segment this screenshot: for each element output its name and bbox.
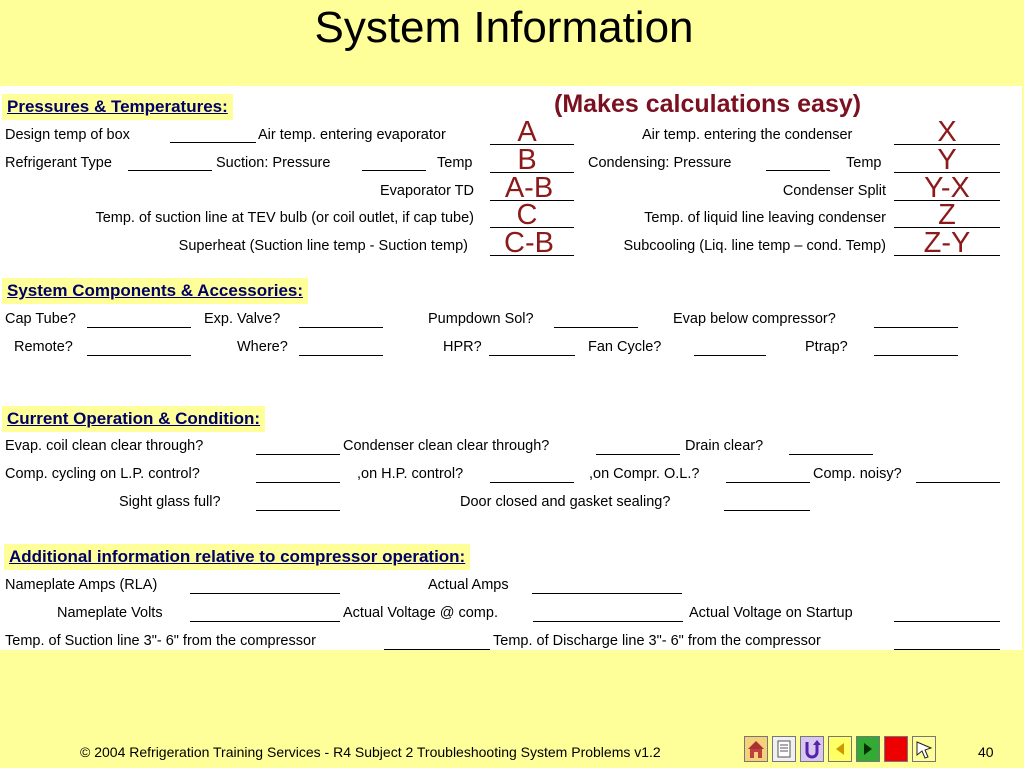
page-number: 40 [978, 744, 994, 760]
field-hpr[interactable] [489, 355, 575, 356]
label-hpr: HPR? [443, 339, 482, 355]
field-suction-pressure[interactable] [362, 170, 426, 171]
field-fan-cycle[interactable] [694, 355, 766, 356]
field-np-amps[interactable] [190, 593, 340, 594]
label-sight-glass: Sight glass full? [119, 494, 221, 510]
pointer-icon[interactable] [912, 736, 936, 762]
label-subcooling: Subcooling (Liq. line temp – cond. Temp) [623, 238, 886, 254]
field-cap-tube[interactable] [87, 327, 191, 328]
label-cond-temp: Temp [846, 155, 882, 171]
slide-title: System Information [314, 3, 694, 52]
letter-y-minus-x: Y-X [924, 172, 970, 204]
field-compr-ol[interactable] [726, 482, 810, 483]
field-ref-type[interactable] [128, 170, 212, 171]
letter-z: Z [938, 199, 956, 231]
field-cond-pressure[interactable] [766, 170, 830, 171]
document-icon[interactable] [772, 736, 796, 762]
field-startup-voltage[interactable] [894, 621, 1000, 622]
label-where: Where? [237, 339, 288, 355]
label-door: Door closed and gasket sealing? [460, 494, 671, 510]
field-suction-3-6[interactable] [384, 649, 490, 650]
label-cond-split: Condenser Split [782, 183, 886, 199]
label-cap-tube: Cap Tube? [5, 311, 76, 327]
field-evap-below[interactable] [874, 327, 958, 328]
label-hp-control: ,on H.P. control? [357, 466, 464, 482]
letter-a-minus-b: A-B [504, 172, 554, 204]
label-evap-clean: Evap. coil clean clear through? [5, 438, 204, 454]
field-hp-control[interactable] [490, 482, 574, 483]
field-remote[interactable] [87, 355, 191, 356]
section-header-operation: Current Operation & Condition: [2, 406, 265, 432]
field-comp-noisy[interactable] [916, 482, 1000, 483]
label-actual-amps: Actual Amps [428, 577, 509, 593]
label-liquid-line: Temp. of liquid line leaving condenser [644, 210, 886, 226]
label-evap-below: Evap below compressor? [673, 311, 836, 327]
label-np-volts: Nameplate Volts [57, 605, 163, 621]
label-ref-type: Refrigerant Type [5, 155, 112, 171]
label-comp-noisy: Comp. noisy? [813, 466, 902, 482]
label-discharge-3-6: Temp. of Discharge line 3"- 6" from the compressor [493, 633, 821, 649]
letter-y: Y [937, 144, 957, 176]
label-ptrap: Ptrap? [805, 339, 848, 355]
label-evap-td: Evaporator TD [379, 183, 474, 199]
next-icon[interactable] [856, 736, 880, 762]
previous-icon[interactable] [828, 736, 852, 762]
label-drain: Drain clear? [685, 438, 764, 454]
label-pumpdown: Pumpdown Sol? [428, 311, 534, 327]
letter-a: A [517, 116, 537, 148]
letter-b: B [517, 144, 537, 176]
home-icon[interactable] [744, 736, 768, 762]
footer-copyright: © 2004 Refrigeration Training Services - R4 Subject 2 Troubleshooting System Problems v1.2 [80, 744, 661, 760]
field-cond-clean[interactable] [596, 454, 680, 455]
calc-note: (Makes calculations easy) [554, 90, 862, 118]
label-compr-ol: ,on Compr. O.L.? [589, 466, 700, 482]
label-air-cond: Air temp. entering the condenser [642, 127, 853, 143]
label-startup-voltage: Actual Voltage on Startup [689, 605, 853, 621]
label-suction-temp: Temp [437, 155, 473, 171]
letter-x: X [937, 116, 957, 148]
section-header-components: System Components & Accessories: [2, 278, 308, 304]
label-suction-3-6: Temp. of Suction line 3"- 6" from the compressor [5, 633, 316, 649]
label-exp-valve: Exp. Valve? [204, 311, 281, 327]
field-exp-valve[interactable] [299, 327, 383, 328]
field-np-volts[interactable] [190, 621, 340, 622]
field-where[interactable] [299, 355, 383, 356]
field-evap-clean[interactable] [256, 454, 340, 455]
label-np-amps: Nameplate Amps (RLA) [5, 577, 158, 593]
field-pumpdown[interactable] [554, 327, 638, 328]
letter-c: C [516, 199, 538, 231]
field-door[interactable] [724, 510, 810, 511]
field-ptrap[interactable] [874, 355, 958, 356]
stop-icon[interactable] [884, 736, 908, 762]
field-actual-voltage[interactable] [533, 621, 683, 622]
label-actual-voltage: Actual Voltage @ comp. [343, 605, 498, 621]
label-fan-cycle: Fan Cycle? [588, 339, 662, 355]
field-sight-glass[interactable] [256, 510, 340, 511]
letter-c-minus-b: C-B [504, 227, 554, 259]
label-cond-clean: Condenser clean clear through? [343, 438, 550, 454]
label-remote: Remote? [14, 339, 73, 355]
label-comp-lp: Comp. cycling on L.P. control? [5, 466, 200, 482]
section-header-pressures: Pressures & Temperatures: [2, 94, 233, 120]
label-superheat: Superheat (Suction line temp - Suction temp) [178, 238, 468, 254]
field-actual-amps[interactable] [532, 593, 682, 594]
return-icon[interactable] [800, 736, 824, 762]
letter-z-minus-y: Z-Y [923, 227, 971, 259]
field-drain[interactable] [789, 454, 873, 455]
label-design-temp: Design temp of box [5, 127, 130, 143]
label-suction-pressure: Suction: Pressure [216, 155, 331, 171]
field-design-temp[interactable] [170, 142, 256, 143]
field-discharge-3-6[interactable] [894, 649, 1000, 650]
field-comp-lp[interactable] [256, 482, 340, 483]
label-suction-line: Temp. of suction line at TEV bulb (or coil outlet, if cap tube) [95, 210, 474, 226]
section-header-compressor: Additional information relative to compressor operation: [4, 544, 470, 570]
label-cond-pressure: Condensing: Pressure [588, 155, 732, 171]
label-air-evap: Air temp. entering evaporator [258, 127, 446, 143]
